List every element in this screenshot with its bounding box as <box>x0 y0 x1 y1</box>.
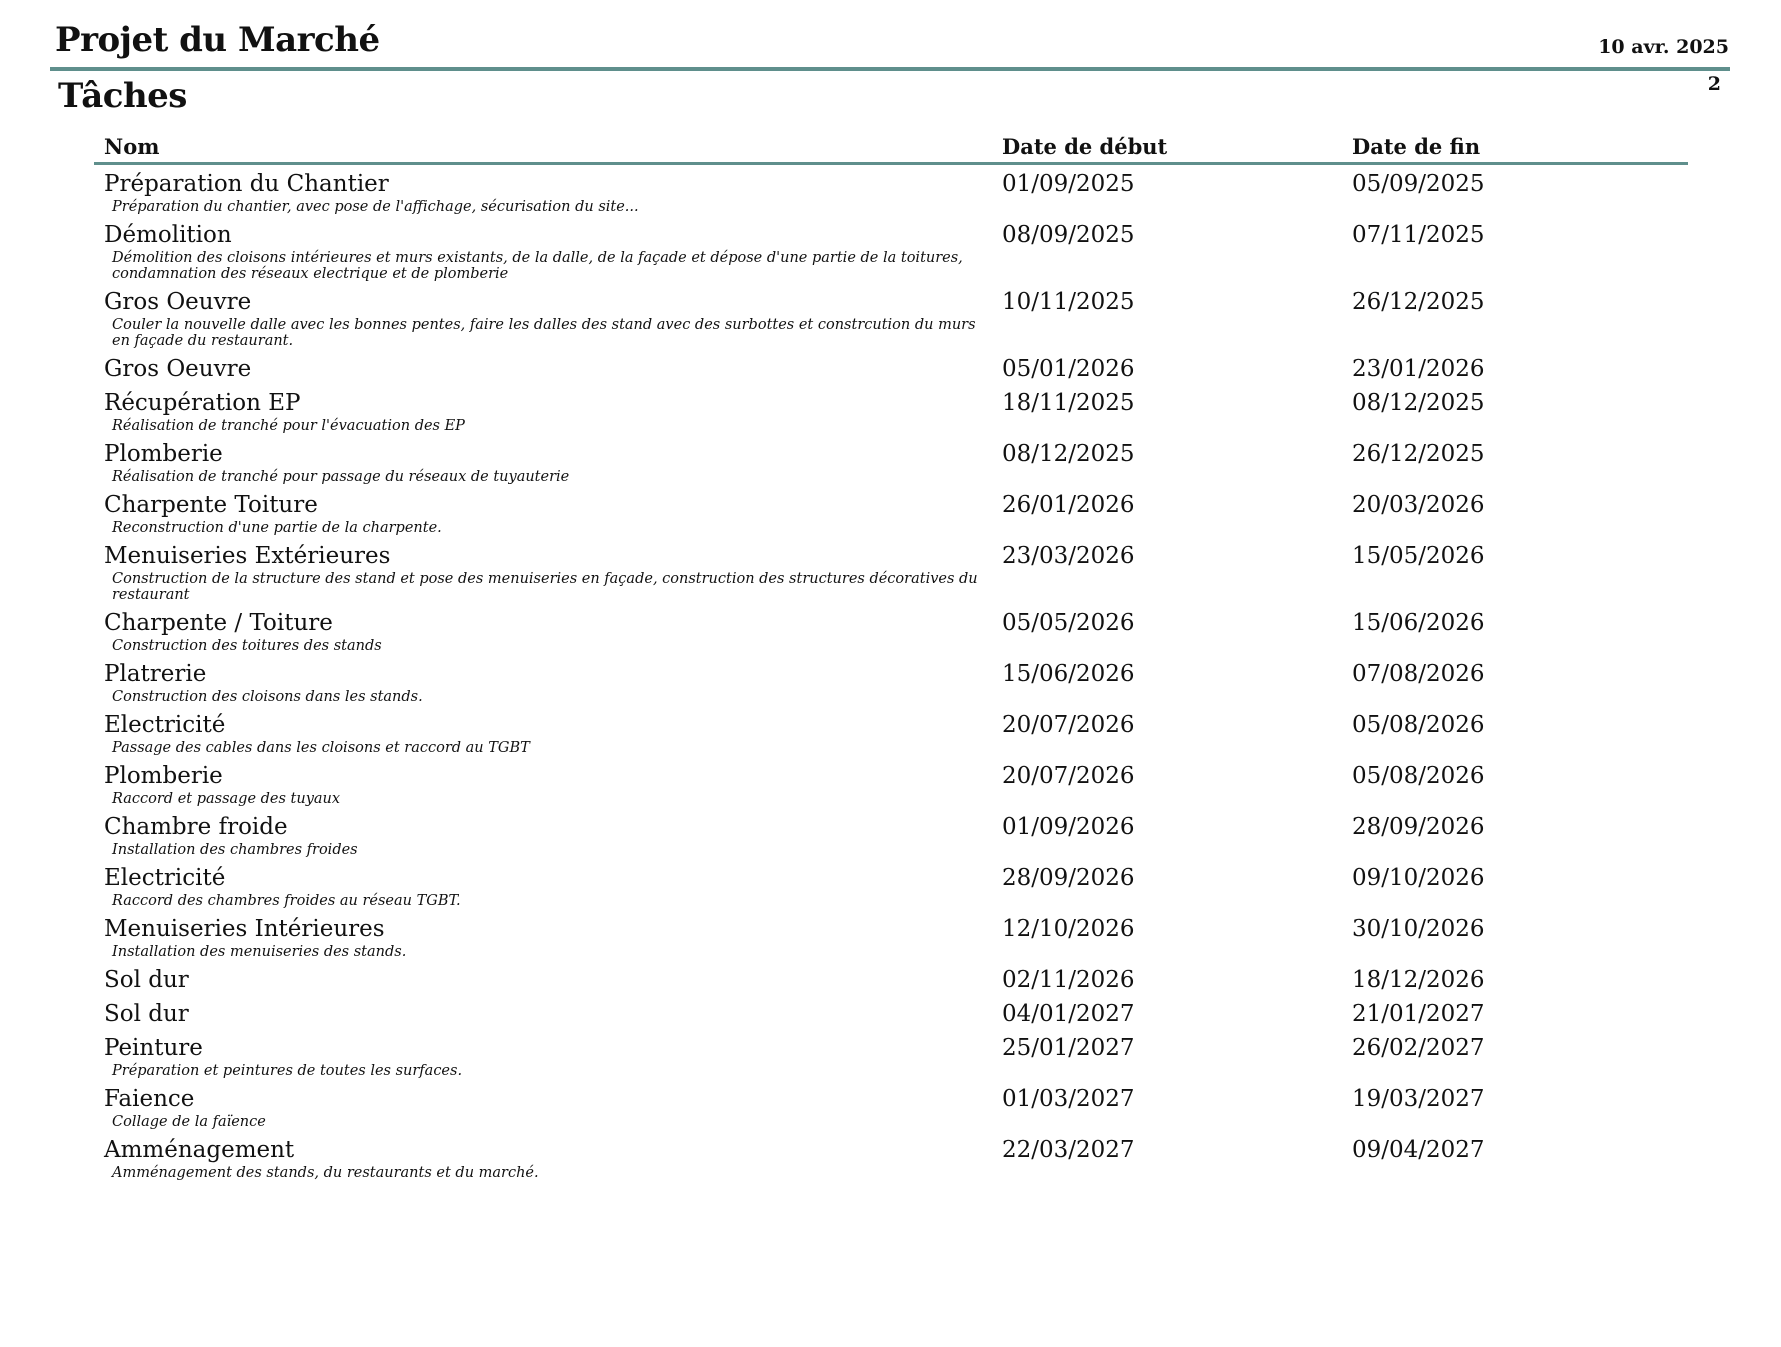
task-end-date: 08/12/2025 <box>1352 390 1485 416</box>
task-end-date: 26/12/2025 <box>1352 441 1485 467</box>
task-end-date: 09/10/2026 <box>1352 865 1485 891</box>
table-row <box>94 999 1688 1033</box>
task-end-date: 28/09/2026 <box>1352 814 1485 840</box>
task-start-date: 23/03/2026 <box>1002 543 1135 569</box>
task-description: Construction des cloisons dans les stands. <box>112 689 423 705</box>
task-name: Charpente Toiture <box>104 492 318 518</box>
task-end-date: 30/10/2026 <box>1352 916 1485 942</box>
task-start-date: 04/01/2027 <box>1002 1001 1135 1027</box>
task-end-date: 15/05/2026 <box>1352 543 1485 569</box>
table-row <box>94 169 1688 220</box>
task-description: Préparation du chantier, avec pose de l'affichage, sécurisation du site... <box>112 199 639 215</box>
task-name: Gros Oeuvre <box>104 289 252 315</box>
task-start-date: 01/09/2026 <box>1002 814 1135 840</box>
task-start-date: 05/05/2026 <box>1002 610 1135 636</box>
task-start-date: 08/09/2025 <box>1002 222 1135 248</box>
table-row <box>94 1135 1688 1186</box>
task-description: Couler la nouvelle dalle avec les bonnes pentes, faire les dalles des stand avec des surbottes et constrcution du murs en façade du restaurant. <box>112 317 976 349</box>
table-row <box>94 608 1688 659</box>
task-name: Menuiseries Intérieures <box>104 916 385 942</box>
task-name: Electricité <box>104 865 226 891</box>
task-end-date: 07/11/2025 <box>1352 222 1485 248</box>
task-name: Chambre froide <box>104 814 288 840</box>
column-header-start-date: Date de début <box>1002 134 1168 159</box>
task-description: Amménagement des stands, du restaurants et du marché. <box>112 1165 539 1181</box>
task-start-date: 08/12/2025 <box>1002 441 1135 467</box>
table-row <box>94 439 1688 490</box>
task-start-date: 20/07/2026 <box>1002 763 1135 789</box>
task-name: Préparation du Chantier <box>104 171 389 197</box>
task-start-date: 02/11/2026 <box>1002 967 1135 993</box>
task-start-date: 22/03/2027 <box>1002 1137 1135 1163</box>
task-name: Plomberie <box>104 441 223 467</box>
task-name: Electricité <box>104 712 226 738</box>
task-end-date: 09/04/2027 <box>1352 1137 1485 1163</box>
task-end-date: 26/02/2027 <box>1352 1035 1485 1061</box>
task-start-date: 18/11/2025 <box>1002 390 1135 416</box>
task-start-date: 15/06/2026 <box>1002 661 1135 687</box>
table-row <box>94 863 1688 914</box>
task-description: Réalisation de tranché pour passage du réseaux de tuyauterie <box>112 469 570 485</box>
task-name: Charpente / Toiture <box>104 610 333 636</box>
task-name: Faience <box>104 1086 195 1112</box>
column-header-name: Nom <box>104 134 160 159</box>
task-description: Reconstruction d'une partie de la charpente. <box>112 520 442 536</box>
table-row <box>94 965 1688 999</box>
task-description: Raccord des chambres froides au réseau TGBT. <box>112 893 461 909</box>
table-row <box>94 541 1688 608</box>
table-row <box>94 388 1688 439</box>
document-title: Projet du Marché <box>55 20 380 60</box>
tasks-table <box>94 130 1688 1186</box>
task-end-date: 26/12/2025 <box>1352 289 1485 315</box>
task-description: Passage des cables dans les cloisons et raccord au TGBT <box>112 740 530 756</box>
task-start-date: 25/01/2027 <box>1002 1035 1135 1061</box>
task-end-date: 15/06/2026 <box>1352 610 1485 636</box>
task-description: Démolition des cloisons intérieures et murs existants, de la dalle, de la façade et dépose d'une partie de la toitures, condamnation des réseaux electrique et de plomberie <box>112 250 963 282</box>
task-end-date: 07/08/2026 <box>1352 661 1485 687</box>
task-end-date: 23/01/2026 <box>1352 356 1485 382</box>
page-number: 2 <box>1707 73 1721 95</box>
table-row <box>94 220 1688 287</box>
table-row <box>94 710 1688 761</box>
table-row <box>94 354 1688 388</box>
task-name: Amménagement <box>104 1137 295 1163</box>
column-header-end-date: Date de fin <box>1352 134 1481 159</box>
section-title: Tâches <box>58 76 187 116</box>
task-start-date: 12/10/2026 <box>1002 916 1135 942</box>
table-row <box>94 287 1688 354</box>
task-name: Sol dur <box>104 967 189 993</box>
task-name: Sol dur <box>104 1001 189 1027</box>
task-end-date: 05/08/2026 <box>1352 763 1485 789</box>
task-name: Platrerie <box>104 661 207 687</box>
task-end-date: 20/03/2026 <box>1352 492 1485 518</box>
task-end-date: 05/08/2026 <box>1352 712 1485 738</box>
table-row <box>94 761 1688 812</box>
table-row <box>94 812 1688 863</box>
task-description: Construction de la structure des stand et pose des menuiseries en façade, construction des structures décoratives du restaurant <box>112 571 978 603</box>
table-row <box>94 1084 1688 1135</box>
task-name: Démolition <box>104 222 232 248</box>
task-end-date: 18/12/2026 <box>1352 967 1485 993</box>
table-row <box>94 914 1688 965</box>
task-description: Réalisation de tranché pour l'évacuation des EP <box>112 418 465 434</box>
task-start-date: 28/09/2026 <box>1002 865 1135 891</box>
table-row <box>94 490 1688 541</box>
table-header <box>94 130 1688 165</box>
table-body <box>94 165 1688 1186</box>
document-date: 10 avr. 2025 <box>1598 36 1729 58</box>
task-end-date: 19/03/2027 <box>1352 1086 1485 1112</box>
task-start-date: 10/11/2025 <box>1002 289 1135 315</box>
task-description: Collage de la faïence <box>112 1114 266 1130</box>
task-name: Peinture <box>104 1035 203 1061</box>
task-description: Préparation et peintures de toutes les surfaces. <box>112 1063 463 1079</box>
task-name: Plomberie <box>104 763 223 789</box>
task-name: Gros Oeuvre <box>104 356 252 382</box>
task-start-date: 26/01/2026 <box>1002 492 1135 518</box>
table-row <box>94 659 1688 710</box>
task-name: Récupération EP <box>104 390 301 416</box>
task-description: Raccord et passage des tuyaux <box>112 791 341 807</box>
task-start-date: 01/09/2025 <box>1002 171 1135 197</box>
task-start-date: 05/01/2026 <box>1002 356 1135 382</box>
task-end-date: 05/09/2025 <box>1352 171 1485 197</box>
task-start-date: 20/07/2026 <box>1002 712 1135 738</box>
task-start-date: 01/03/2027 <box>1002 1086 1135 1112</box>
table-row <box>94 1033 1688 1084</box>
task-description: Construction des toitures des stands <box>112 638 382 654</box>
task-description: Installation des chambres froides <box>112 842 358 858</box>
header-divider <box>50 67 1730 71</box>
task-end-date: 21/01/2027 <box>1352 1001 1485 1027</box>
task-name: Menuiseries Extérieures <box>104 543 391 569</box>
task-description: Installation des menuiseries des stands. <box>112 944 407 960</box>
